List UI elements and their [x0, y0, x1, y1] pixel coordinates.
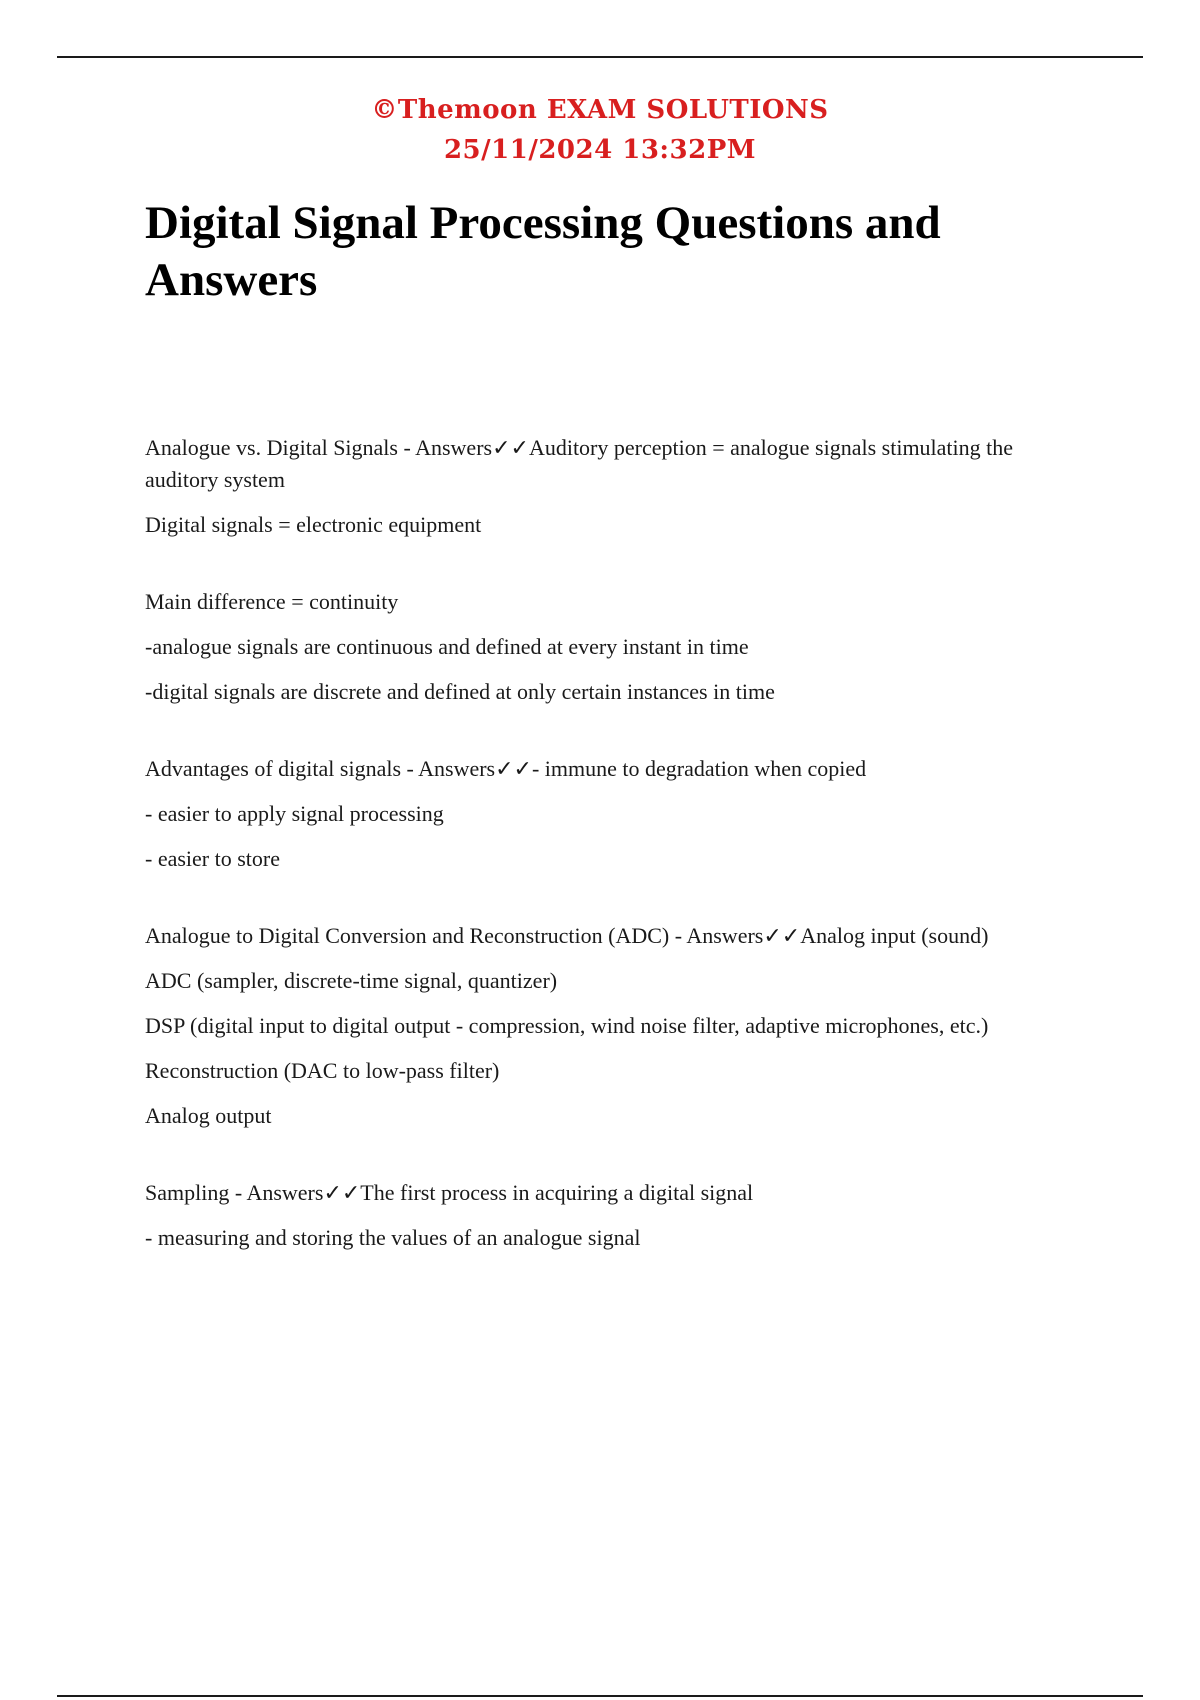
paragraph: - easier to apply signal processing — [145, 801, 444, 826]
qa-block — [145, 1177, 1080, 1254]
paragraph: Analogue to Digital Conversion and Reconstruction (ADC) - Answers✓✓Analog input (sound) — [145, 923, 989, 948]
paragraph: Advantages of digital signals - Answers✓✓- immune to degradation when copied — [145, 756, 867, 781]
page-bottom-rule — [57, 1695, 1143, 1697]
document-title: Digital Signal Processing Questions and Answers — [145, 197, 941, 306]
watermark-line-1: ©Themoon EXAM SOLUTIONS — [371, 95, 829, 125]
paragraph: Digital signals = electronic equipment — [145, 512, 482, 537]
paragraph: Analogue vs. Digital Signals - Answers✓✓Auditory perception = analogue signals stimulating the auditory system — [145, 435, 1014, 492]
paragraph: -analogue signals are continuous and defined at every instant in time — [145, 634, 749, 659]
watermark — [0, 90, 1200, 170]
paragraph: -digital signals are discrete and defined at only certain instances in time — [145, 679, 775, 704]
page-top-rule — [57, 56, 1143, 58]
watermark-line-2: 25/11/2024 13:32PM — [443, 135, 757, 165]
paragraph: ADC (sampler, discrete-time signal, quantizer) — [145, 968, 558, 993]
paragraph: - easier to store — [145, 846, 280, 871]
paragraph: Main difference = continuity — [145, 589, 399, 614]
qa-block — [145, 920, 1080, 1132]
qa-block — [145, 753, 1080, 875]
paragraph: - measuring and storing the values of an analogue signal — [145, 1225, 641, 1250]
paragraph: Analog output — [145, 1103, 272, 1128]
document-body — [145, 432, 1080, 1299]
paragraph: Reconstruction (DAC to low-pass filter) — [145, 1058, 500, 1083]
paragraph: DSP (digital input to digital output - compression, wind noise filter, adaptive microphones, etc.) — [145, 1013, 989, 1038]
qa-block — [145, 586, 1080, 708]
qa-block — [145, 432, 1080, 541]
paragraph: Sampling - Answers✓✓The first process in acquiring a digital signal — [145, 1180, 754, 1205]
